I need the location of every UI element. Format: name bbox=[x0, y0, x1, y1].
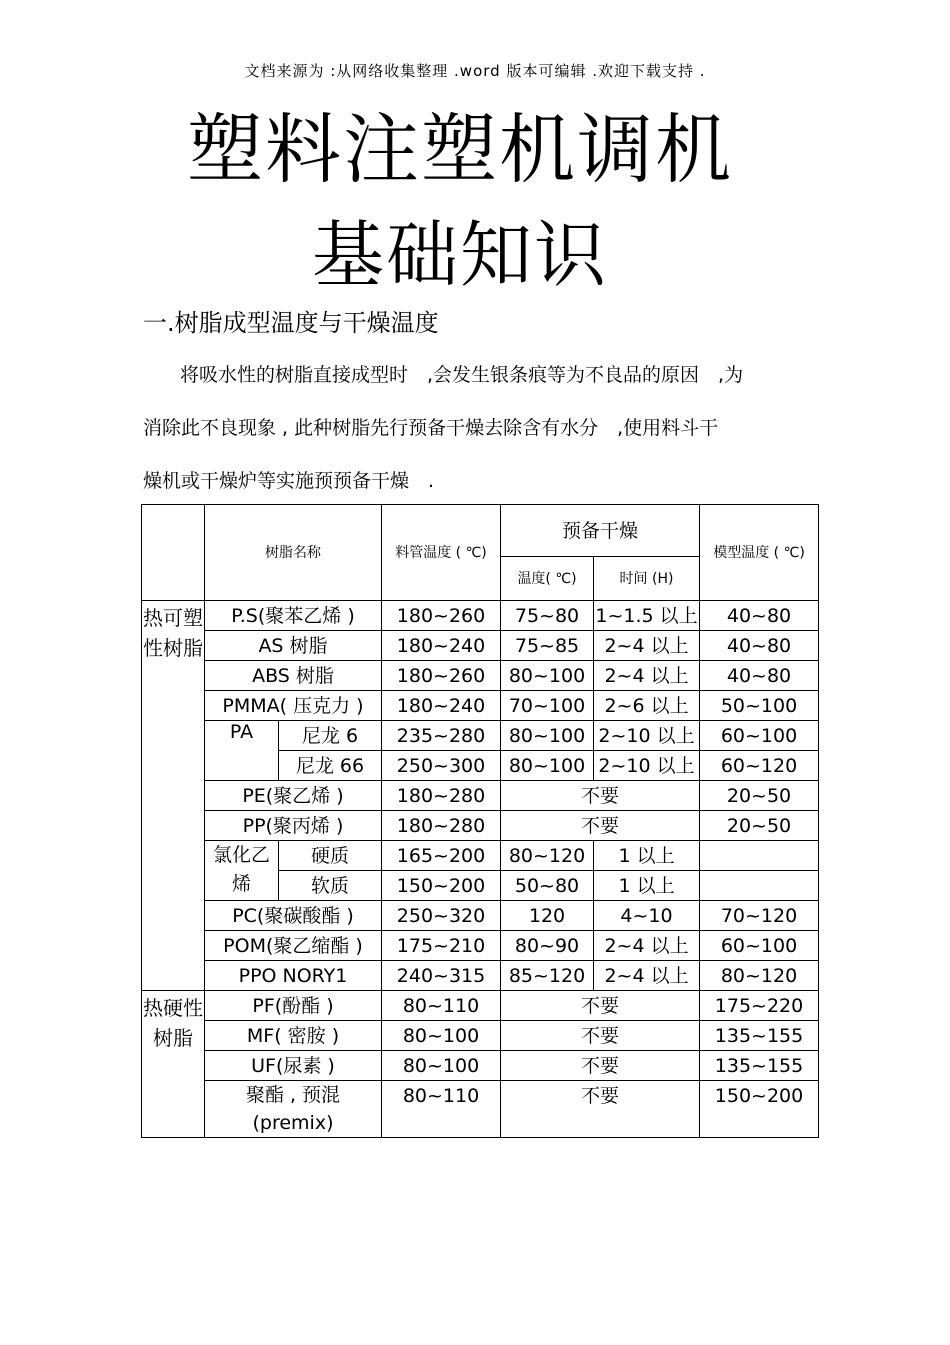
section-heading: 一.树脂成型温度与干燥温度 bbox=[143, 309, 439, 337]
dry-time: 1 以上 bbox=[594, 841, 700, 871]
mold-temp: 80~120 bbox=[700, 961, 819, 991]
title-line-2: 基础知识 bbox=[311, 213, 608, 297]
dry-time: 2~4 以上 bbox=[594, 661, 700, 691]
mold-temp: 40~80 bbox=[700, 631, 819, 661]
dry-time: 1~1.5 以上 bbox=[594, 601, 700, 631]
dry-not-required: 不要 bbox=[501, 1021, 700, 1051]
mold-temp: 135~155 bbox=[700, 1021, 819, 1051]
document-source-note: 文档来源为 :从网络收集整理 .word 版本可编辑 .欢迎下载支持 . bbox=[244, 62, 706, 80]
dry-time: 2~10 以上 bbox=[594, 751, 700, 781]
dry-time: 2~4 以上 bbox=[594, 631, 700, 661]
table-row bbox=[142, 931, 819, 961]
barrel-temp: 175~210 bbox=[382, 931, 501, 961]
header-barrel-temp: 料管温度 ( ℃) bbox=[382, 505, 501, 601]
table-row bbox=[142, 1081, 819, 1138]
resin-name: PE(聚乙烯 ) bbox=[205, 781, 382, 811]
mold-temp: 60~100 bbox=[700, 931, 819, 961]
dry-temp: 70~100 bbox=[501, 691, 594, 721]
header-dry-temp: 温度( ℃) bbox=[501, 557, 594, 601]
mold-temp bbox=[700, 841, 819, 871]
resin-name: 硬质 bbox=[279, 841, 382, 871]
dry-temp: 75~80 bbox=[501, 601, 594, 631]
dry-temp: 50~80 bbox=[501, 871, 594, 901]
header-dry-time: 时间 (H) bbox=[594, 557, 700, 601]
paragraph-line-1: 将吸水性的树脂直接成型时 ,会发生银条痕等为不良品的原因 ,为 bbox=[180, 364, 744, 386]
barrel-temp: 180~280 bbox=[382, 781, 501, 811]
barrel-temp: 180~280 bbox=[382, 811, 501, 841]
dry-temp: 80~100 bbox=[501, 721, 594, 751]
barrel-temp: 180~240 bbox=[382, 631, 501, 661]
dry-not-required: 不要 bbox=[501, 991, 700, 1021]
mold-temp: 20~50 bbox=[700, 811, 819, 841]
mold-temp: 70~120 bbox=[700, 901, 819, 931]
dry-not-required: 不要 bbox=[501, 811, 700, 841]
dry-temp: 80~100 bbox=[501, 661, 594, 691]
header-resin-name: 树脂名称 bbox=[205, 505, 382, 601]
resin-name: PMMA( 压克力 ) bbox=[205, 691, 382, 721]
dry-time: 2~6 以上 bbox=[594, 691, 700, 721]
title-line-1: 塑料注塑机调机 bbox=[187, 105, 733, 194]
table-row bbox=[142, 691, 819, 721]
dry-time: 2~4 以上 bbox=[594, 961, 700, 991]
barrel-temp: 250~320 bbox=[382, 901, 501, 931]
mold-temp: 135~155 bbox=[700, 1051, 819, 1081]
table-row bbox=[142, 781, 819, 811]
category-thermoset: 热硬性树脂 bbox=[142, 991, 205, 1138]
header-corner-cell bbox=[142, 505, 205, 601]
resin-name: 尼龙 6 bbox=[279, 721, 382, 751]
header-pre-dry: 预备干燥 bbox=[501, 505, 700, 557]
mold-temp: 40~80 bbox=[700, 601, 819, 631]
mold-temp: 175~220 bbox=[700, 991, 819, 1021]
mold-temp: 50~100 bbox=[700, 691, 819, 721]
resin-name: PP(聚丙烯 ) bbox=[205, 811, 382, 841]
barrel-temp: 80~100 bbox=[382, 1021, 501, 1051]
resin-name: P.S(聚苯乙烯 ) bbox=[205, 601, 382, 631]
barrel-temp: 235~280 bbox=[382, 721, 501, 751]
paragraph-line-3: 燥机或干燥炉等实施预预备干燥 . bbox=[143, 470, 435, 492]
resin-name: PPO NORY1 bbox=[205, 961, 382, 991]
dry-not-required: 不要 bbox=[501, 781, 700, 811]
table-row bbox=[142, 811, 819, 841]
resin-name: POM(聚乙缩酯 ) bbox=[205, 931, 382, 961]
mold-temp: 20~50 bbox=[700, 781, 819, 811]
resin-name: PC(聚碳酸酯 ) bbox=[205, 901, 382, 931]
barrel-temp: 80~110 bbox=[382, 1081, 501, 1138]
paragraph-line-2: 消除此不良现象 , 此种树脂先行预备干燥去除含有水分 ,使用料斗干 bbox=[143, 417, 719, 439]
table-row bbox=[142, 631, 819, 661]
table-row bbox=[142, 721, 819, 751]
dry-temp: 80~100 bbox=[501, 751, 594, 781]
table-row bbox=[142, 961, 819, 991]
resin-name: MF( 密胺 ) bbox=[205, 1021, 382, 1051]
dry-not-required: 不要 bbox=[501, 1051, 700, 1081]
resin-name: 尼龙 66 bbox=[279, 751, 382, 781]
dry-temp: 120 bbox=[501, 901, 594, 931]
barrel-temp: 180~260 bbox=[382, 661, 501, 691]
dry-temp: 80~90 bbox=[501, 931, 594, 961]
header-mold-temp: 模型温度 ( ℃) bbox=[700, 505, 819, 601]
barrel-temp: 180~260 bbox=[382, 601, 501, 631]
table-row bbox=[142, 1021, 819, 1051]
mold-temp: 60~120 bbox=[700, 751, 819, 781]
resin-name: 聚酯 , 预混 (premix) bbox=[205, 1081, 382, 1138]
mold-temp: 60~100 bbox=[700, 721, 819, 751]
resin-group-pa: PA bbox=[205, 721, 279, 781]
table-row bbox=[142, 991, 819, 1021]
barrel-temp: 80~100 bbox=[382, 1051, 501, 1081]
resin-name: UF(尿素 ) bbox=[205, 1051, 382, 1081]
dry-temp: 80~120 bbox=[501, 841, 594, 871]
barrel-temp: 165~200 bbox=[382, 841, 501, 871]
mold-temp: 150~200 bbox=[700, 1081, 819, 1138]
dry-temp: 85~120 bbox=[501, 961, 594, 991]
barrel-temp: 250~300 bbox=[382, 751, 501, 781]
dry-time: 2~4 以上 bbox=[594, 931, 700, 961]
resin-name: ABS 树脂 bbox=[205, 661, 382, 691]
resin-name: AS 树脂 bbox=[205, 631, 382, 661]
barrel-temp: 180~240 bbox=[382, 691, 501, 721]
category-thermoplastic: 热可塑性树脂 bbox=[142, 601, 205, 991]
table-row bbox=[142, 1051, 819, 1081]
barrel-temp: 240~315 bbox=[382, 961, 501, 991]
table-row bbox=[142, 901, 819, 931]
dry-time: 1 以上 bbox=[594, 871, 700, 901]
resin-temperature-table bbox=[141, 504, 819, 1138]
resin-name: PF(酚酯 ) bbox=[205, 991, 382, 1021]
table-row bbox=[142, 601, 819, 631]
dry-time: 4~10 bbox=[594, 901, 700, 931]
resin-name: 软质 bbox=[279, 871, 382, 901]
barrel-temp: 80~110 bbox=[382, 991, 501, 1021]
dry-not-required: 不要 bbox=[501, 1081, 700, 1138]
resin-group-pvc: 氯化乙烯 bbox=[205, 841, 279, 901]
mold-temp: 40~80 bbox=[700, 661, 819, 691]
table-row bbox=[142, 661, 819, 691]
dry-temp: 75~85 bbox=[501, 631, 594, 661]
mold-temp bbox=[700, 871, 819, 901]
dry-time: 2~10 以上 bbox=[594, 721, 700, 751]
table-row bbox=[142, 841, 819, 871]
barrel-temp: 150~200 bbox=[382, 871, 501, 901]
